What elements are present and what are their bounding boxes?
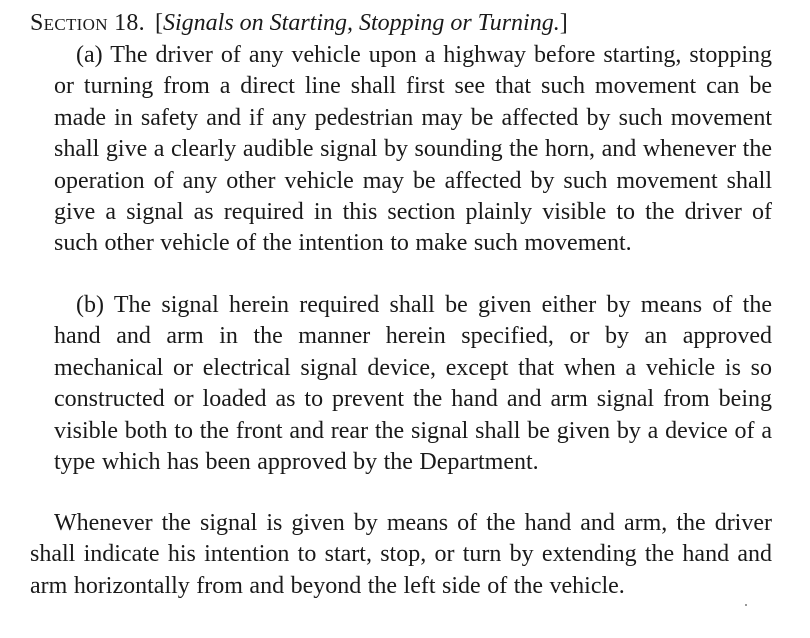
section-number: Section 18. [30, 10, 145, 36]
paragraph-b-text: The signal herein required shall be given either by means of the hand and arm in the manner herein specified, or by an approved mechanical or electrical signal device, except that when a vehicle is so constructed or loaded as to prevent the hand and arm signal from being visible both to the front and rear the signal shall be given by a device of a type which has been approved by the Department. [54, 292, 772, 476]
paragraph-b-label: (b) [76, 292, 104, 318]
paragraph-a-text: The driver of any vehicle upon a highway before starting, stopping or turning from a direct line shall first see that such movement can be made in safety and if any pedestrian may be affected by such movement shall give a clearly audible signal by sounding the horn, and whenever the operation of any other vehicle may be affected by such movement shall give a signal as required in this section plainly visible to the driver of such other vehicle of the intention to make such movement. [54, 42, 773, 257]
section-title: [Signals on Starting, Stopping or Turning.] [154, 10, 568, 36]
scan-speck [745, 604, 747, 606]
paragraph-a-label: (a) [76, 42, 103, 68]
paragraph-a [54, 40, 772, 260]
section-heading [30, 8, 568, 39]
paragraph-b [54, 290, 772, 478]
paragraph-c [30, 508, 772, 602]
section-title-text: Signals on Starting, Stopping or Turning. [162, 10, 560, 36]
paragraph-c-text: Whenever the signal is given by means of the hand and arm, the driver shall indicate his intention to start, stop, or turn by extending the hand and arm horizontally from and beyond the left side of the vehicle. [30, 510, 772, 599]
